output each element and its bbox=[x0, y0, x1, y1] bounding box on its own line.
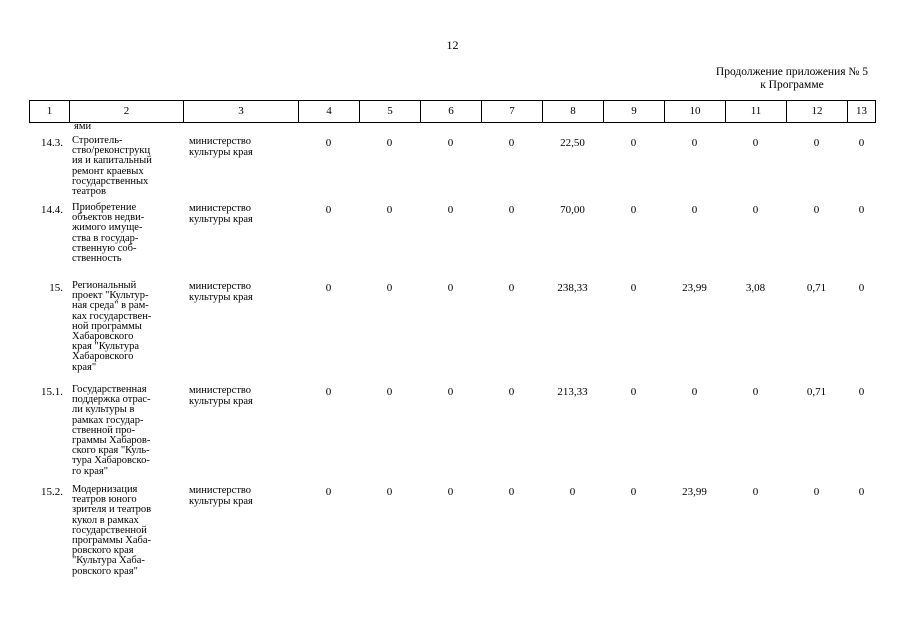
row-name-line: ственную соб- bbox=[72, 242, 137, 254]
row-name-line: программы Хаба- bbox=[72, 535, 152, 547]
row-name-line: ровского края bbox=[72, 545, 134, 557]
row-name-line: Государственная bbox=[72, 384, 147, 395]
row-name-line: кукол в рамках bbox=[72, 514, 139, 526]
header-cell-4: 4 bbox=[298, 101, 359, 122]
row-executor-line: министерство bbox=[189, 136, 252, 147]
value-cell-col-11: 3,08 bbox=[745, 282, 766, 294]
row-name-line: ства в государ- bbox=[72, 232, 139, 244]
value-cell-col-9: 0 bbox=[630, 486, 637, 498]
value-cell-col-11: 0 bbox=[752, 204, 759, 216]
header-cell-2: 2 bbox=[69, 101, 183, 122]
header-cell-11: 11 bbox=[725, 101, 786, 122]
value-cell-col-4: 0 bbox=[325, 137, 332, 149]
appendix-line-2: к Программе bbox=[760, 79, 824, 91]
row-executor-line: министерство bbox=[189, 281, 252, 292]
value-cell-col-12: 0,71 bbox=[806, 282, 827, 294]
row-name-line: Хабаровского bbox=[72, 331, 134, 343]
header-cell-10: 10 bbox=[664, 101, 725, 122]
value-cell-col-8: 70,00 bbox=[560, 204, 585, 216]
row-number: 15.1. bbox=[41, 386, 63, 398]
row-name-line: театров юного bbox=[72, 494, 137, 506]
row-number: 15.2. bbox=[41, 486, 63, 498]
row-name-line: Региональный bbox=[72, 280, 137, 291]
row-executor-line: культуры края bbox=[189, 292, 253, 303]
continuation-text: ями bbox=[74, 121, 92, 132]
row-name-line: ия и капитальный bbox=[72, 155, 152, 167]
row-executor-line: культуры края bbox=[189, 496, 253, 507]
row-name-line: ство/реконструкц bbox=[72, 145, 151, 157]
value-cell-col-11: 0 bbox=[752, 137, 759, 149]
value-cell-col-6: 0 bbox=[447, 204, 454, 216]
value-cell-col-12: 0 bbox=[813, 486, 820, 498]
value-cell-col-7: 0 bbox=[508, 282, 515, 294]
row-name-line: Приобретение bbox=[72, 202, 137, 213]
value-cell-col-5: 0 bbox=[386, 204, 393, 216]
row-name-line: ли культуры в bbox=[72, 404, 135, 416]
value-cell-col-12: 0 bbox=[813, 137, 820, 149]
row-executor bbox=[183, 280, 298, 384]
row-name-line: объектов недви- bbox=[72, 212, 145, 224]
header-cell-7: 7 bbox=[481, 101, 542, 122]
row-name-line: проект "Культур- bbox=[72, 290, 149, 302]
row-name-line: ственной про- bbox=[72, 424, 136, 436]
table-row bbox=[29, 484, 876, 584]
row-number: 15. bbox=[49, 282, 63, 294]
page-number: 12 bbox=[446, 38, 459, 52]
row-name-line: ках государствен- bbox=[72, 310, 152, 322]
value-cell-col-13: 0 bbox=[858, 204, 865, 216]
row-name bbox=[69, 484, 183, 584]
row-executor-line: культуры края bbox=[189, 214, 253, 225]
row-executor-line: культуры края bbox=[189, 396, 253, 407]
value-cell-col-13: 0 bbox=[858, 137, 865, 149]
value-cell-col-6: 0 bbox=[447, 486, 454, 498]
appendix-line-1: Продолжение приложения № 5 bbox=[715, 66, 868, 78]
value-cell-col-4: 0 bbox=[325, 282, 332, 294]
header-cell-13: 13 bbox=[847, 101, 876, 122]
value-cell-col-9: 0 bbox=[630, 282, 637, 294]
header-cell-8: 8 bbox=[542, 101, 603, 122]
value-cell-col-5: 0 bbox=[386, 282, 393, 294]
value-cell-col-6: 0 bbox=[447, 386, 454, 398]
row-number: 14.3. bbox=[41, 137, 63, 149]
row-executor bbox=[183, 202, 298, 280]
row-name bbox=[69, 202, 183, 280]
row-name-line: государственной bbox=[72, 524, 147, 536]
row-name-line: ровского края" bbox=[72, 565, 138, 577]
row-name-line: Модернизация bbox=[72, 484, 138, 495]
row-name-line: рамках государ- bbox=[72, 414, 144, 426]
value-cell-col-9: 0 bbox=[630, 137, 637, 149]
header-cell-6: 6 bbox=[420, 101, 481, 122]
row-name-line: ственность bbox=[72, 253, 122, 265]
value-cell-col-6: 0 bbox=[447, 137, 454, 149]
value-cell-col-4: 0 bbox=[325, 386, 332, 398]
row-name-line: граммы Хабаров- bbox=[72, 435, 151, 447]
value-cell-col-4: 0 bbox=[325, 204, 332, 216]
value-cell-col-7: 0 bbox=[508, 486, 515, 498]
row-name bbox=[69, 135, 183, 202]
table-row bbox=[29, 202, 876, 280]
row-name-line: ная среда" в рам- bbox=[72, 300, 149, 312]
value-cell-col-8: 238,33 bbox=[557, 282, 588, 294]
row-name-line: государственных bbox=[72, 175, 149, 187]
table-header-row bbox=[29, 100, 876, 123]
table-body bbox=[29, 121, 876, 584]
row-executor-line: министерство bbox=[189, 385, 252, 396]
row-name-line: края" bbox=[72, 361, 97, 373]
value-cell-col-6: 0 bbox=[447, 282, 454, 294]
row-name-line: ной программы bbox=[72, 320, 142, 332]
header-cell-9: 9 bbox=[603, 101, 664, 122]
value-cell-col-12: 0 bbox=[813, 204, 820, 216]
row-name-line: жимого имуще- bbox=[72, 222, 143, 234]
value-cell-col-10: 0 bbox=[691, 386, 698, 398]
row-name-line: театров bbox=[72, 186, 106, 198]
value-cell-col-11: 0 bbox=[752, 386, 759, 398]
row-number: 14.4. bbox=[41, 204, 63, 216]
value-cell-col-8: 22,50 bbox=[560, 137, 585, 149]
value-cell-col-7: 0 bbox=[508, 386, 515, 398]
row-name bbox=[69, 384, 183, 484]
row-name-line: "Культура Хаба- bbox=[72, 555, 145, 567]
value-cell-col-13: 0 bbox=[858, 486, 865, 498]
value-cell-col-10: 23,99 bbox=[682, 282, 707, 294]
row-executor bbox=[183, 384, 298, 484]
value-cell-col-5: 0 bbox=[386, 137, 393, 149]
row-name-line: Хабаровского bbox=[72, 351, 134, 363]
row-name-line: края "Культура bbox=[72, 341, 139, 353]
header-cell-1: 1 bbox=[29, 101, 69, 122]
value-cell-col-9: 0 bbox=[630, 386, 637, 398]
row-name-line: поддержка отрас- bbox=[72, 394, 151, 406]
row-name-line: ского края "Куль- bbox=[72, 445, 150, 457]
row-name-line: тура Хабаровско- bbox=[72, 455, 150, 467]
table-row bbox=[29, 135, 876, 202]
table-row bbox=[29, 280, 876, 384]
value-cell-col-9: 0 bbox=[630, 204, 637, 216]
row-executor bbox=[183, 135, 298, 202]
value-cell-col-5: 0 bbox=[386, 486, 393, 498]
row-name-line: зрителя и театров bbox=[72, 504, 152, 516]
value-cell-col-10: 0 bbox=[691, 204, 698, 216]
value-cell-col-12: 0,71 bbox=[806, 386, 827, 398]
value-cell-col-7: 0 bbox=[508, 137, 515, 149]
row-name-line: го края" bbox=[72, 465, 109, 477]
row-executor-line: министерство bbox=[189, 203, 252, 214]
header-cell-3: 3 bbox=[183, 101, 298, 122]
rows-container bbox=[29, 135, 876, 584]
appendix-caption bbox=[716, 66, 868, 92]
value-cell-col-7: 0 bbox=[508, 204, 515, 216]
row-name-line: ремонт краевых bbox=[72, 165, 144, 177]
value-cell-col-10: 23,99 bbox=[682, 486, 707, 498]
row-executor-line: культуры края bbox=[189, 147, 253, 158]
row-name bbox=[69, 280, 183, 384]
value-cell-col-10: 0 bbox=[691, 137, 698, 149]
row-executor-line: министерство bbox=[189, 485, 252, 496]
value-cell-col-8: 213,33 bbox=[557, 386, 588, 398]
header-cell-12: 12 bbox=[786, 101, 847, 122]
value-cell-col-5: 0 bbox=[386, 386, 393, 398]
value-cell-col-11: 0 bbox=[752, 486, 759, 498]
value-cell-col-13: 0 bbox=[858, 282, 865, 294]
header-cell-5: 5 bbox=[359, 101, 420, 122]
value-cell-col-8: 0 bbox=[569, 486, 576, 498]
value-cell-col-4: 0 bbox=[325, 486, 332, 498]
row-executor bbox=[183, 484, 298, 584]
table-row bbox=[29, 384, 876, 484]
row-name-line: Строитель- bbox=[72, 135, 123, 146]
continuation-row bbox=[29, 121, 876, 135]
value-cell-col-13: 0 bbox=[858, 386, 865, 398]
